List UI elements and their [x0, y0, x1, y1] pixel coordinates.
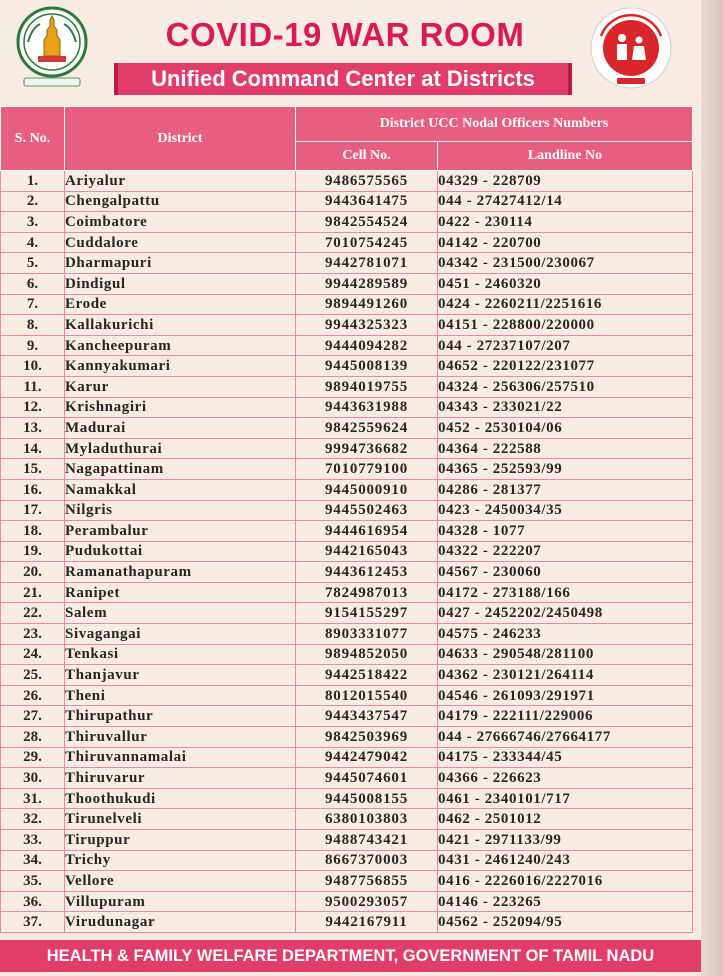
poster-header — [0, 0, 701, 108]
row-cell-number: 9445000910 — [296, 479, 438, 500]
row-cell-number: 9444094282 — [296, 335, 438, 356]
row-cell-number: 9443641475 — [296, 191, 438, 212]
row-landline-number: 04546 - 261093/291971 — [438, 685, 693, 706]
national-health-mission-logo-icon — [589, 6, 673, 90]
row-district: Thiruvannamalai — [65, 747, 296, 768]
row-cell-number: 6380103803 — [296, 809, 438, 830]
row-cell-number: 9842503969 — [296, 727, 438, 748]
table-row — [1, 809, 693, 830]
table-row — [1, 830, 693, 851]
row-landline-number: 0421 - 2971133/99 — [438, 830, 693, 851]
row-sno: 29. — [1, 747, 65, 768]
row-district: Salem — [65, 603, 296, 624]
row-district: Namakkal — [65, 479, 296, 500]
row-sno: 17. — [1, 500, 65, 521]
row-landline-number: 04172 - 273188/166 — [438, 582, 693, 603]
row-landline-number: 04146 - 223265 — [438, 891, 693, 912]
row-sno: 26. — [1, 685, 65, 706]
row-cell-number: 9445502463 — [296, 500, 438, 521]
row-district: Dindigul — [65, 273, 296, 294]
row-cell-number: 8903331077 — [296, 624, 438, 645]
row-sno: 32. — [1, 809, 65, 830]
row-cell-number: 9487756855 — [296, 871, 438, 892]
row-cell-number: 9442781071 — [296, 253, 438, 274]
row-landline-number: 044 - 27427412/14 — [438, 191, 693, 212]
table-row — [1, 685, 693, 706]
row-district: Villupuram — [65, 891, 296, 912]
tamil-nadu-emblem-icon — [14, 6, 90, 90]
table-row — [1, 582, 693, 603]
row-sno: 11. — [1, 376, 65, 397]
page-title: COVID-19 WAR ROOM — [165, 16, 525, 53]
table-row — [1, 356, 693, 377]
row-cell-number: 9442167911 — [296, 912, 438, 933]
table-row — [1, 768, 693, 789]
row-district: Karur — [65, 376, 296, 397]
page-subtitle-banner: Unified Command Center at Districts — [114, 63, 572, 95]
table-row — [1, 438, 693, 459]
table-row — [1, 747, 693, 768]
row-sno: 4. — [1, 232, 65, 253]
table-row — [1, 624, 693, 645]
row-district: Krishnagiri — [65, 397, 296, 418]
row-landline-number: 04562 - 252094/95 — [438, 912, 693, 933]
row-landline-number: 04142 - 220700 — [438, 232, 693, 253]
row-sno: 12. — [1, 397, 65, 418]
row-district: Kallakurichi — [65, 315, 296, 336]
footer-banner: HEALTH & FAMILY WELFARE DEPARTMENT, GOVERNMENT OF TAMIL NADU — [0, 940, 701, 972]
row-sno: 30. — [1, 768, 65, 789]
row-sno: 7. — [1, 294, 65, 315]
row-district: Kannyakumari — [65, 356, 296, 377]
col-landline-header: Landline No — [438, 142, 693, 171]
row-cell-number: 9842554524 — [296, 212, 438, 233]
table-row — [1, 335, 693, 356]
row-district: Dharmapuri — [65, 253, 296, 274]
row-district: Cuddalore — [65, 232, 296, 253]
row-landline-number: 044 - 27237107/207 — [438, 335, 693, 356]
row-sno: 36. — [1, 891, 65, 912]
table-row — [1, 315, 693, 336]
row-cell-number: 9154155297 — [296, 603, 438, 624]
row-cell-number: 9445008139 — [296, 356, 438, 377]
row-cell-number: 9944289589 — [296, 273, 438, 294]
row-landline-number: 0452 - 2530104/06 — [438, 418, 693, 439]
table-row — [1, 891, 693, 912]
row-sno: 8. — [1, 315, 65, 336]
table-row — [1, 727, 693, 748]
table-row — [1, 191, 693, 212]
row-cell-number: 9500293057 — [296, 891, 438, 912]
row-cell-number: 9488743421 — [296, 830, 438, 851]
ucc-contacts-table — [0, 106, 693, 933]
row-sno: 5. — [1, 253, 65, 274]
row-landline-number: 04366 - 226623 — [438, 768, 693, 789]
row-landline-number: 04652 - 220122/231077 — [438, 356, 693, 377]
row-district: Trichy — [65, 850, 296, 871]
table-row — [1, 500, 693, 521]
row-sno: 35. — [1, 871, 65, 892]
table-row — [1, 273, 693, 294]
col-group-header: District UCC Nodal Officers Numbers — [296, 107, 693, 142]
row-landline-number: 0431 - 2461240/243 — [438, 850, 693, 871]
row-district: Tiruppur — [65, 830, 296, 851]
table-row — [1, 788, 693, 809]
row-landline-number: 04179 - 222111/229006 — [438, 706, 693, 727]
row-landline-number: 04324 - 256306/257510 — [438, 376, 693, 397]
row-landline-number: 0423 - 2450034/35 — [438, 500, 693, 521]
row-cell-number: 9944325323 — [296, 315, 438, 336]
row-district: Coimbatore — [65, 212, 296, 233]
table-row — [1, 850, 693, 871]
table-row — [1, 706, 693, 727]
col-cell-header: Cell No. — [296, 142, 438, 171]
row-landline-number: 04175 - 233344/45 — [438, 747, 693, 768]
row-landline-number: 0422 - 230114 — [438, 212, 693, 233]
row-district: Thirupathur — [65, 706, 296, 727]
row-landline-number: 04286 - 281377 — [438, 479, 693, 500]
row-district: Tirunelveli — [65, 809, 296, 830]
row-landline-number: 04364 - 222588 — [438, 438, 693, 459]
row-district: Thanjavur — [65, 665, 296, 686]
row-sno: 19. — [1, 541, 65, 562]
row-district: Thiruvallur — [65, 727, 296, 748]
row-sno: 31. — [1, 788, 65, 809]
row-cell-number: 9443631988 — [296, 397, 438, 418]
table-row — [1, 521, 693, 542]
row-district: Theni — [65, 685, 296, 706]
col-district-header: District — [65, 107, 296, 171]
row-landline-number: 04342 - 231500/230067 — [438, 253, 693, 274]
table-row — [1, 232, 693, 253]
row-sno: 1. — [1, 171, 65, 192]
row-cell-number: 9486575565 — [296, 171, 438, 192]
row-cell-number: 9443612453 — [296, 562, 438, 583]
row-landline-number: 044 - 27666746/27664177 — [438, 727, 693, 748]
row-cell-number: 9894019755 — [296, 376, 438, 397]
row-sno: 18. — [1, 521, 65, 542]
row-cell-number: 9842559624 — [296, 418, 438, 439]
table-row — [1, 541, 693, 562]
row-cell-number: 9445074601 — [296, 768, 438, 789]
table-row — [1, 253, 693, 274]
table-row — [1, 418, 693, 439]
row-district: Tenkasi — [65, 644, 296, 665]
row-landline-number: 04328 - 1077 — [438, 521, 693, 542]
row-cell-number: 9443437547 — [296, 706, 438, 727]
row-landline-number: 0424 - 2260211/2251616 — [438, 294, 693, 315]
row-cell-number: 9442479042 — [296, 747, 438, 768]
table-row — [1, 603, 693, 624]
row-sno: 3. — [1, 212, 65, 233]
row-cell-number: 9894491260 — [296, 294, 438, 315]
row-landline-number: 0461 - 2340101/717 — [438, 788, 693, 809]
row-sno: 22. — [1, 603, 65, 624]
table-row — [1, 912, 693, 933]
row-district: Chengalpattu — [65, 191, 296, 212]
row-landline-number: 04567 - 230060 — [438, 562, 693, 583]
row-sno: 24. — [1, 644, 65, 665]
row-sno: 27. — [1, 706, 65, 727]
row-landline-number: 04575 - 246233 — [438, 624, 693, 645]
row-cell-number: 7824987013 — [296, 582, 438, 603]
row-landline-number: 04633 - 290548/281100 — [438, 644, 693, 665]
row-sno: 14. — [1, 438, 65, 459]
row-sno: 33. — [1, 830, 65, 851]
row-sno: 21. — [1, 582, 65, 603]
table-row — [1, 294, 693, 315]
row-cell-number: 9994736682 — [296, 438, 438, 459]
row-district: Virudunagar — [65, 912, 296, 933]
table-row — [1, 397, 693, 418]
row-district: Thiruvarur — [65, 768, 296, 789]
row-cell-number: 9442518422 — [296, 665, 438, 686]
row-district: Sivagangai — [65, 624, 296, 645]
row-district: Kancheepuram — [65, 335, 296, 356]
row-sno: 13. — [1, 418, 65, 439]
table-row — [1, 562, 693, 583]
row-district: Ramanathapuram — [65, 562, 296, 583]
row-district: Ranipet — [65, 582, 296, 603]
table-row — [1, 871, 693, 892]
row-cell-number: 8667370003 — [296, 850, 438, 871]
row-landline-number: 0462 - 2501012 — [438, 809, 693, 830]
row-district: Madurai — [65, 418, 296, 439]
row-district: Myladuthurai — [65, 438, 296, 459]
row-district: Ariyalur — [65, 171, 296, 192]
row-cell-number: 9442165043 — [296, 541, 438, 562]
row-sno: 28. — [1, 727, 65, 748]
row-cell-number: 8012015540 — [296, 685, 438, 706]
row-landline-number: 0427 - 2452202/2450498 — [438, 603, 693, 624]
row-sno: 15. — [1, 459, 65, 480]
table-row — [1, 644, 693, 665]
row-sno: 34. — [1, 850, 65, 871]
row-landline-number: 04151 - 228800/220000 — [438, 315, 693, 336]
row-cell-number: 7010779100 — [296, 459, 438, 480]
row-sno: 2. — [1, 191, 65, 212]
row-cell-number: 9894852050 — [296, 644, 438, 665]
row-landline-number: 0416 - 2226016/2227016 — [438, 871, 693, 892]
row-sno: 20. — [1, 562, 65, 583]
row-landline-number: 04329 - 228709 — [438, 171, 693, 192]
row-landline-number: 04343 - 233021/22 — [438, 397, 693, 418]
row-district: Vellore — [65, 871, 296, 892]
row-district: Nagapattinam — [65, 459, 296, 480]
row-landline-number: 04322 - 222207 — [438, 541, 693, 562]
table-row — [1, 459, 693, 480]
row-landline-number: 04362 - 230121/264114 — [438, 665, 693, 686]
row-district: Erode — [65, 294, 296, 315]
row-sno: 9. — [1, 335, 65, 356]
table-row — [1, 376, 693, 397]
row-cell-number: 9445008155 — [296, 788, 438, 809]
row-district: Nilgris — [65, 500, 296, 521]
row-district: Pudukottai — [65, 541, 296, 562]
row-landline-number: 04365 - 252593/99 — [438, 459, 693, 480]
page-edge-shadow — [701, 0, 723, 976]
row-district: Perambalur — [65, 521, 296, 542]
row-sno: 25. — [1, 665, 65, 686]
row-sno: 10. — [1, 356, 65, 377]
row-cell-number: 9444616954 — [296, 521, 438, 542]
row-sno: 16. — [1, 479, 65, 500]
row-sno: 23. — [1, 624, 65, 645]
row-sno: 37. — [1, 912, 65, 933]
col-sno-header: S. No. — [1, 107, 65, 171]
table-row — [1, 212, 693, 233]
table-row — [1, 665, 693, 686]
table-header-row — [1, 107, 693, 142]
row-sno: 6. — [1, 273, 65, 294]
table-row — [1, 479, 693, 500]
row-landline-number: 0451 - 2460320 — [438, 273, 693, 294]
row-district: Thoothukudi — [65, 788, 296, 809]
row-cell-number: 7010754245 — [296, 232, 438, 253]
table-row — [1, 171, 693, 192]
